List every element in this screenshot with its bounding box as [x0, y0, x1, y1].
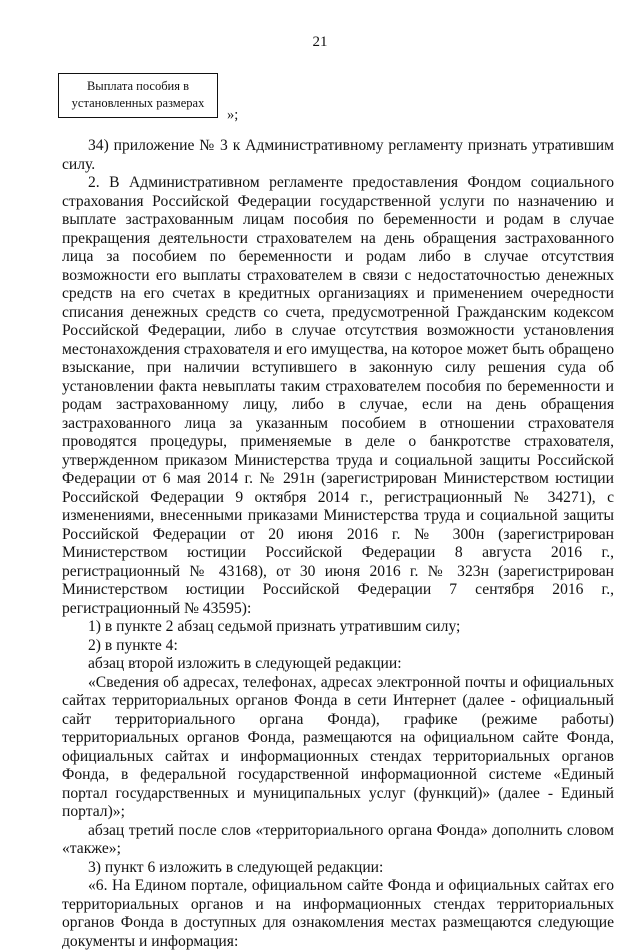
page-number: 21 — [312, 34, 328, 50]
paragraph-sub-2: 2) в пункте 4: — [88, 636, 178, 654]
paragraph-quote-item-6: «6. На Едином портале, официальном сайте Фонда и официальных сайтах его территориальных органов и на информационных стендах территориальных органов Фонда в доступных для ознакомления местах размещаются следующие документы и информация: — [62, 877, 614, 950]
table-cell-box — [58, 73, 218, 118]
table-cell-fragment — [58, 73, 239, 123]
table-cell-line-1: Выплата пособия в — [86, 79, 190, 93]
table-cell-line-2: установленных размерах — [71, 96, 205, 110]
paragraph-sub-3: 3) пункт 6 изложить в следующей редакции: — [88, 858, 384, 876]
paragraph-abzac-2: абзац второй изложить в следующей редакции: — [88, 655, 402, 672]
paragraph-abzac-3: абзац третий после слов «территориального органа Фонда» дополнить словом «также»; — [62, 821, 614, 857]
document-body — [62, 137, 614, 951]
paragraph-quote-contacts: «Сведения об адресах, телефонах, адресах электронной почты и официальных сайтах территориальных органов Фонда в сети Интернет (далее - официальный сайт территориального органа Фонда), графике (режиме работы) территориальных органов Фонда, размещаются на официальном сайте Фонда, официальных сайтах и информационных стендах территориальных органов Фонда, в федеральной государственной информационной системе «Единый портал государственных и муниципальных услуг (функций)» (далее - Единый портал)»; — [62, 673, 614, 820]
paragraph-section-2: 2. В Административном регламенте предоставления Фондом социального страхования Российской Федерации государственной услуги по назначению и выплате застрахованным лицам пособия по беременности и родам в случае прекращения деятельности страхователем на день обращения застрахованного лица за пособием по беременности и родам либо в случае отсутствия возможности его выплаты страхователем в связи с недостаточностью денежных средств на его счетах в кредитных организациях и применением очередности списания денежных средств со счета, предусмотренной Гражданским кодексом Российской Федерации, либо в случае отсутствия возможности установления местонахождения страхователя и его имущества, на которое может быть обращено взыскание, при наличии вступившего в законную силу решения суда об установлении факта невыплаты таким страхователем пособия по беременности и родам застрахованному лицу, либо в случае, если на день обращения застрахованного лица за указанным пособием в отношении страхователя проводятся процедуры, применяемые в деле о банкротстве страхователя, утвержденном приказом Министерства труда и социальной защиты Российской Федерации от 6 мая 2014 г. № 291н (зарегистрирован Министерством юстиции Российской Федерации 9 октября 2014 г., регистрационный № 34271), с изменениями, внесенными приказами Министерства труда и социальной защиты Российской Федерации от 20 июня 2016 г. № 300н (зарегистрирован Министерством юстиции Российской Федерации 8 августа 2016 г., регистрационный № 43168), от 30 июня 2016 г. № 323н (зарегистрирован Министерством юстиции Российской Федерации 7 сентября 2016 г., регистрационный № 43595): — [62, 174, 614, 617]
paragraph-sub-1: 1) в пункте 2 абзац седьмой признать утратившим силу; — [88, 618, 461, 635]
closing-quote: »; — [227, 107, 239, 123]
paragraph-item-34: 34) приложение № 3 к Административному регламенту признать утратившим силу. — [62, 137, 614, 173]
